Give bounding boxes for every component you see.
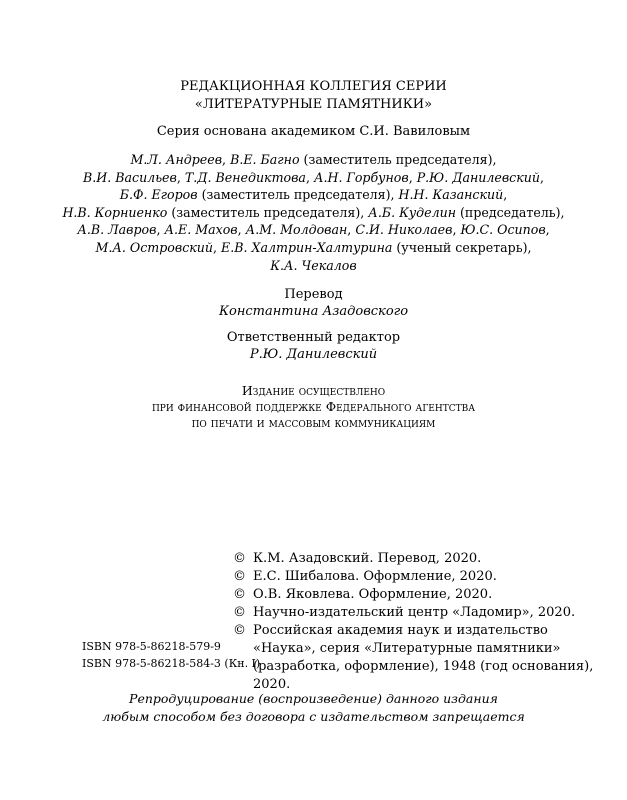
member-role: (ученый секретарь),: [392, 239, 532, 255]
member-role: ,: [305, 169, 314, 185]
member-role: ,: [347, 222, 356, 238]
copyright-text: К.М. Азадовский. Перевод, 2020.: [253, 551, 482, 566]
member-line: [0, 169, 627, 187]
funding-notice: [0, 383, 627, 431]
member-role: ,: [213, 239, 222, 255]
series-board-title: [0, 78, 627, 114]
member-line: [0, 151, 627, 169]
isbn-block: [82, 638, 260, 672]
funding-line-1: Издание осуществлено: [241, 383, 386, 398]
member-name: Н.Н. Казанский: [398, 187, 504, 203]
member-line: [0, 239, 627, 257]
reproduction-notice: [0, 690, 627, 726]
member-name: Т.Д. Венедиктова: [184, 169, 306, 185]
member-role: (заместитель председателя),: [167, 204, 369, 220]
copyright-mark: ©: [233, 605, 246, 620]
member-name: В.И. Васильев: [83, 169, 177, 185]
member-line: [0, 221, 627, 239]
funding-line-3: по печати и массовым коммуникациям: [191, 415, 436, 430]
member-role: ,: [222, 152, 231, 167]
copyright-item: [233, 550, 603, 568]
board-title-line-2: «ЛИТЕРАТУРНЫЕ ПАМЯТНИКИ»: [194, 97, 433, 112]
copyright-text: Е.С. Шибалова. Оформление, 2020.: [253, 569, 497, 584]
isbn-line-1: ISBN 978-5-86218-579-9: [82, 640, 221, 653]
member-role: (заместитель председателя),: [299, 152, 497, 167]
series-founded-line: Серия основана академиком С.И. Вавиловым: [156, 124, 471, 139]
member-role: ,: [237, 222, 246, 238]
member-line: [0, 204, 627, 222]
member-role: ,: [545, 222, 550, 238]
editor-label: Ответственный редактор: [226, 330, 401, 345]
copyright-mark: ©: [233, 551, 246, 566]
member-name: А.М. Молдован: [245, 222, 348, 238]
member-line: [0, 257, 627, 275]
copyright-text: Российская академия наук и издательство «Наука», серия «Литературные памятники» (разработка, оформление), 1948 (год основания), 2020.: [253, 623, 594, 692]
member-name: Р.Ю. Данилевский: [416, 169, 540, 185]
copyright-text: О.В. Яковлева. Оформление, 2020.: [253, 587, 493, 602]
copyright-item: [233, 586, 603, 604]
member-name: Б.Ф. Егоров: [119, 187, 198, 203]
funding-line-2: при финансовой поддержке Федерального агентства: [151, 399, 476, 414]
member-role: ,: [503, 187, 508, 203]
member-name: М.А. Островский: [95, 239, 214, 255]
member-role: ,: [156, 222, 165, 238]
copyright-list: [233, 550, 603, 694]
member-line: [0, 186, 627, 204]
member-name: С.И. Николаев: [355, 222, 453, 238]
translation-label: Перевод: [284, 287, 343, 302]
translation-block: [0, 286, 627, 320]
member-name: Ю.С. Осипов: [460, 222, 546, 238]
member-name: Е.В. Халтрин-Халтурина: [221, 239, 393, 255]
copyright-item: [233, 568, 603, 586]
copyright-mark: ©: [233, 569, 246, 584]
member-name: А.Б. Куделин: [368, 204, 457, 220]
copyright-item: [233, 604, 603, 622]
copyright-text: Научно-издательский центр «Ладомир», 2020.: [253, 605, 576, 620]
member-role: ,: [539, 169, 544, 185]
copyright-mark: ©: [233, 623, 246, 638]
member-role: (заместитель председателя),: [197, 187, 399, 203]
member-name: В.Е. Багно: [230, 152, 300, 167]
isbn-line-2: ISBN 978-5-86218-584-3 (Кн. I): [82, 657, 261, 670]
editor-block: [0, 329, 627, 363]
notice-line-1: Репродуцирование (воспроизведение) данного издания: [129, 691, 498, 706]
translator-name: Константина Азадовского: [218, 304, 409, 319]
member-name: М.Л. Андреев: [130, 152, 223, 167]
copyright-mark: ©: [233, 587, 246, 602]
member-name: Н.В. Корниенко: [62, 204, 168, 220]
member-name: А.Н. Горбунов: [313, 169, 409, 185]
editorial-board-members: [0, 151, 627, 274]
member-name: А.Е. Махов: [164, 222, 238, 238]
board-title-line-1: РЕДАКЦИОННАЯ КОЛЛЕГИЯ СЕРИИ: [180, 79, 447, 94]
member-name: К.А. Чекалов: [270, 257, 357, 273]
member-role: ,: [176, 169, 185, 185]
member-role: (председатель),: [456, 204, 565, 220]
copyright-item: [233, 622, 603, 694]
member-name: А.В. Лавров: [77, 222, 157, 238]
editor-name: Р.Ю. Данилевский: [249, 347, 378, 362]
member-role: ,: [452, 222, 461, 238]
notice-line-2: любым способом без договора с издательством запрещается: [102, 709, 525, 724]
member-role: ,: [408, 169, 417, 185]
